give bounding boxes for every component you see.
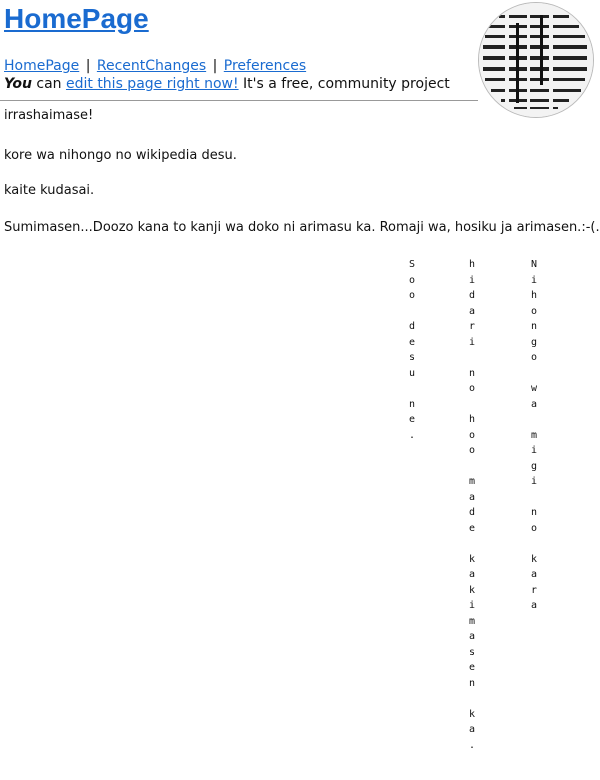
vertical-text-char [406,304,418,320]
vertical-text-char: i [530,274,538,286]
vertical-text-char: e [468,662,476,673]
vertical-text-char [406,381,418,397]
vertical-text-column [406,257,418,443]
vertical-text-char: a [530,569,538,580]
vertical-text-char: o [408,274,416,286]
vertical-text-char: s [408,352,416,363]
vertical-text-char: n [408,398,416,410]
vertical-text-char: n [468,677,476,689]
vertical-text-char: a [530,600,538,611]
vertical-text-char: r [468,321,476,332]
edit-page-link[interactable]: edit this page right now! [65,76,239,92]
vertical-text-char: g [530,336,538,348]
vertical-text-char: d [468,290,476,301]
vertical-text-char: e [408,414,416,425]
vertical-text-char: e [408,336,416,348]
nav-link-recent-changes[interactable]: RecentChanges [96,58,207,74]
vertical-text-char: i [468,336,476,348]
vertical-text-column [528,257,540,614]
header-divider [0,100,478,101]
vertical-text-char: n [468,367,476,379]
vertical-text-char: i [468,600,476,611]
site-title-link[interactable]: HomePage [4,3,149,34]
vertical-text-char: o [468,383,476,394]
vertical-text-char: i [530,445,538,456]
vertical-text-char: a [468,631,476,642]
vertical-text-char: a [468,305,476,317]
vertical-text-char: k [468,553,476,565]
nav-separator: | [212,58,218,74]
vertical-text-char: . [408,429,416,441]
vertical-text-char: k [468,708,476,720]
vertical-text-char: g [530,460,538,472]
vertical-text-char [466,536,478,552]
tagline-rest: It's a free, community project [238,76,450,92]
paragraph-question: Sumimasen...Doozo kana to kanji wa doko ni arimasu ka. Romaji wa, hosiku ja arimasen.:-(. [4,220,600,235]
vertical-text-char: m [468,615,476,627]
vertical-text-char: S [408,259,416,270]
vertical-text-char [528,412,540,428]
vertical-text-char: m [468,476,476,487]
vertical-text-char: k [468,584,476,596]
vertical-text-char: d [408,321,416,332]
vertical-text-column [466,257,478,753]
vertical-text-char: a [530,398,538,410]
vertical-text-char: a [468,491,476,503]
vertical-text-char: u [408,367,416,379]
paragraph-greeting: irrashaimase! [4,108,94,123]
vertical-text-char: n [530,321,538,332]
vertical-text-char: e [468,522,476,534]
tagline [4,76,450,92]
vertical-text-char: k [530,553,538,565]
vertical-text-char: h [468,414,476,425]
vertical-text-char: r [530,584,538,596]
vertical-text-char: a [468,569,476,580]
vertical-text-char [466,691,478,707]
vertical-text-char: d [468,507,476,518]
vertical-text-char: i [530,476,538,487]
paragraph-intro: kore wa nihongo no wikipedia desu. [4,148,237,163]
vertical-text-char: o [468,445,476,456]
vertical-text-char [528,490,540,506]
vertical-text-char: o [408,290,416,301]
vertical-text-char: o [530,305,538,317]
newsprint-magnifier-logo-icon[interactable] [478,2,594,118]
nav-bar [4,58,306,74]
tagline-can: can [31,76,66,92]
vertical-text-char: a [468,724,476,735]
vertical-text-char: N [530,259,538,270]
vertical-text-char [528,536,540,552]
vertical-text-char [466,459,478,475]
vertical-text-char: h [530,290,538,301]
vertical-text-char: w [530,383,538,394]
vertical-text-char: o [468,429,476,441]
vertical-text-char [528,366,540,382]
tagline-you: You [4,76,32,92]
vertical-text-char: o [530,352,538,363]
vertical-text-char: s [468,646,476,658]
header [0,0,600,100]
nav-link-preferences[interactable]: Preferences [223,58,307,74]
vertical-text-char: i [468,274,476,286]
vertical-text-char [466,350,478,366]
vertical-text-char: n [530,507,538,518]
nav-link-homepage[interactable]: HomePage [4,58,80,74]
vertical-text-char: h [468,259,476,270]
vertical-text-char: o [530,522,538,534]
vertical-text-char [466,397,478,413]
vertical-text-char: . [468,739,476,751]
paragraph-request: kaite kudasai. [4,183,95,198]
nav-separator: | [85,58,91,74]
vertical-text-char: m [530,429,538,441]
